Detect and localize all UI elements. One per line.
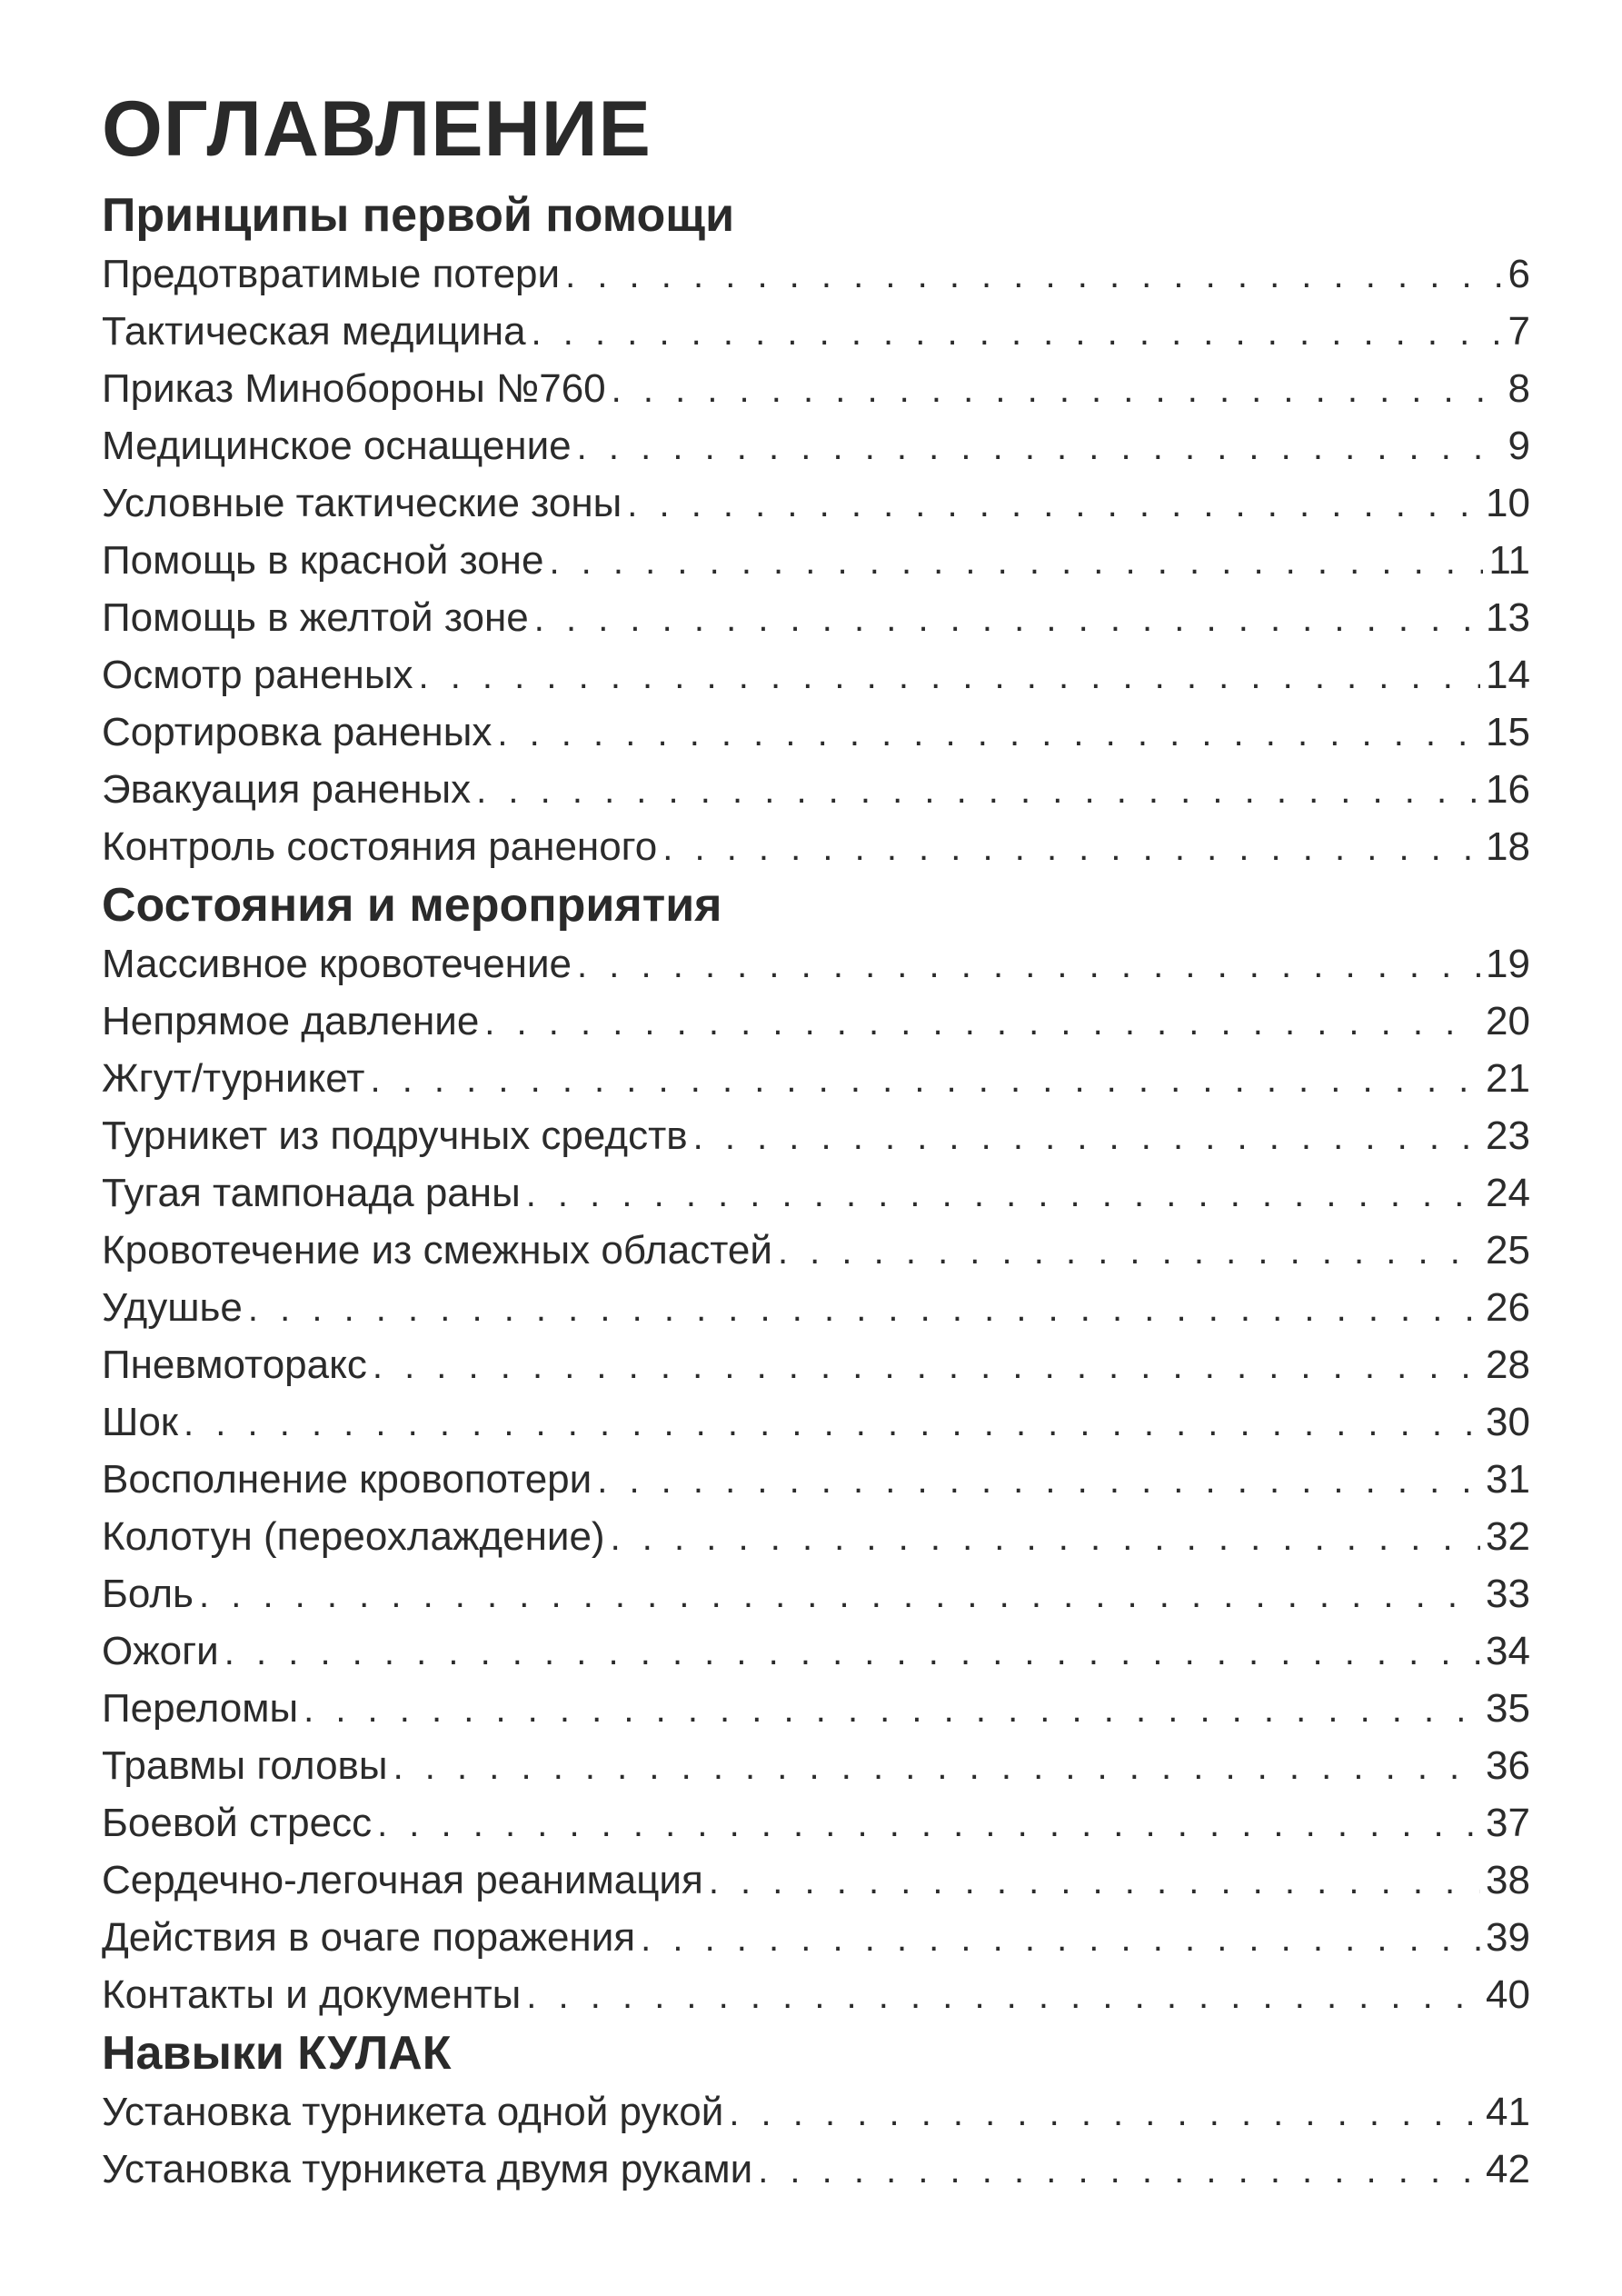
toc-entry[interactable] [102, 474, 1530, 532]
toc-entry[interactable] [102, 1966, 1530, 2023]
dot-leader [199, 1567, 1480, 1624]
dot-leader [304, 1682, 1480, 1739]
toc-entry-page-number: 18 [1486, 824, 1530, 869]
toc-entry-page-number: 10 [1486, 481, 1530, 525]
dot-leader [549, 534, 1483, 591]
toc-entry-page-number: 16 [1486, 767, 1530, 812]
toc-entry-page-number: 14 [1486, 653, 1530, 697]
dot-leader [693, 1109, 1480, 1166]
dot-leader [377, 1796, 1480, 1853]
toc-entry-page-number: 34 [1486, 1629, 1530, 1673]
toc-entry[interactable] [102, 646, 1530, 704]
toc-entry[interactable] [102, 1164, 1530, 1222]
toc-entry-label: Условные тактические зоны [102, 481, 622, 525]
dot-leader [611, 1510, 1480, 1567]
toc-entry-label: Непрямое давление [102, 999, 480, 1043]
toc-entry-label: Ожоги [102, 1629, 219, 1673]
toc-entry-page-number: 6 [1508, 252, 1530, 296]
table-of-contents [102, 77, 1530, 2198]
toc-entry-page-number: 41 [1486, 2090, 1530, 2134]
toc-entry-page-number: 15 [1486, 710, 1530, 754]
toc-entry-label: Шок [102, 1400, 179, 1444]
toc-entry[interactable] [102, 303, 1530, 360]
toc-entry[interactable] [102, 1050, 1530, 1107]
dot-leader [248, 1281, 1480, 1338]
dot-leader [597, 1452, 1480, 1510]
toc-entry[interactable] [102, 1393, 1530, 1451]
toc-entry[interactable] [102, 2141, 1530, 2198]
toc-entry-label: Переломы [102, 1686, 299, 1731]
toc-entry-label: Установка турникета двумя руками [102, 2147, 753, 2191]
dot-leader [662, 820, 1480, 877]
toc-entry-page-number: 36 [1486, 1743, 1530, 1788]
toc-entry-label: Жгут/турникет [102, 1056, 365, 1101]
toc-entry[interactable] [102, 1107, 1530, 1164]
dot-leader [484, 994, 1480, 1052]
toc-entry-label: Контроль состояния раненого [102, 824, 658, 869]
toc-entry-page-number: 20 [1486, 999, 1530, 1043]
toc-entry[interactable] [102, 818, 1530, 875]
dot-leader [577, 419, 1503, 476]
dot-leader [709, 1853, 1480, 1911]
section-heading: Навыки КУЛАК [102, 2027, 452, 2080]
toc-entry-label: Восполнение кровопотери [102, 1457, 592, 1502]
toc-entry-label: Колотун (переохлаждение) [102, 1514, 605, 1559]
toc-body [102, 185, 1530, 2198]
dot-leader [627, 476, 1480, 534]
dot-leader [370, 1052, 1480, 1109]
dot-leader [612, 362, 1503, 419]
toc-entry[interactable] [102, 1852, 1530, 1909]
section-heading: Принципы первой помощи [102, 189, 735, 242]
toc-entry-label: Действия в очаге поражения [102, 1915, 636, 1960]
dot-leader [224, 1624, 1480, 1682]
toc-entry-page-number: 19 [1486, 942, 1530, 986]
toc-entry[interactable] [102, 1279, 1530, 1336]
toc-entry-page-number: 13 [1486, 595, 1530, 640]
dot-leader [393, 1739, 1480, 1796]
toc-entry-label: Установка турникета одной рукой [102, 2090, 724, 2134]
toc-entry-page-number: 8 [1508, 366, 1530, 411]
dot-leader [641, 1911, 1480, 1968]
toc-entry-label: Контакты и документы [102, 1972, 522, 2017]
dot-leader [526, 1166, 1480, 1223]
toc-entry-page-number: 33 [1486, 1572, 1530, 1616]
section-heading: Состояния и мероприятия [102, 879, 722, 932]
toc-entry-page-number: 9 [1508, 424, 1530, 468]
toc-entry-label: Удушье [102, 1285, 243, 1330]
toc-entry-label: Тактическая медицина [102, 309, 526, 354]
toc-entry-label: Помощь в красной зоне [102, 538, 544, 583]
toc-entry-page-number: 42 [1486, 2147, 1530, 2191]
toc-entry-label: Пневмоторакс [102, 1343, 367, 1387]
toc-entry[interactable] [102, 1222, 1530, 1279]
toc-entry-page-number: 32 [1486, 1514, 1530, 1559]
toc-entry-label: Эвакуация раненых [102, 767, 472, 812]
toc-entry-label: Турникет из подручных средств [102, 1113, 688, 1158]
toc-entry[interactable] [102, 1794, 1530, 1852]
toc-entry-label: Травмы головы [102, 1743, 388, 1788]
dot-leader [532, 304, 1503, 362]
dot-leader [778, 1223, 1480, 1281]
toc-entry-page-number: 21 [1486, 1056, 1530, 1101]
toc-entry-page-number: 24 [1486, 1171, 1530, 1215]
toc-entry-page-number: 31 [1486, 1457, 1530, 1502]
toc-entry-label: Приказ Минобороны №760 [102, 366, 606, 411]
dot-leader [577, 937, 1480, 994]
toc-entry[interactable] [102, 589, 1530, 646]
toc-entry[interactable] [102, 993, 1530, 1050]
toc-entry[interactable] [102, 761, 1530, 818]
toc-entry-label: Боль [102, 1572, 194, 1616]
toc-entry-page-number: 25 [1486, 1228, 1530, 1273]
toc-entry[interactable] [102, 2083, 1530, 2141]
toc-entry-page-number: 35 [1486, 1686, 1530, 1731]
toc-entry[interactable] [102, 1909, 1530, 1966]
toc-entry-page-number: 11 [1488, 538, 1530, 583]
toc-entry[interactable] [102, 1565, 1530, 1622]
toc-entry-page-number: 39 [1486, 1915, 1530, 1960]
toc-entry[interactable] [102, 360, 1530, 417]
toc-entry[interactable] [102, 532, 1530, 589]
toc-entry[interactable] [102, 1336, 1530, 1393]
dot-leader [497, 705, 1480, 763]
dot-leader [729, 2085, 1480, 2142]
toc-entry[interactable] [102, 1622, 1530, 1680]
toc-entry[interactable] [102, 1680, 1530, 1737]
toc-entry-label: Боевой стресс [102, 1801, 373, 1845]
dot-leader [534, 591, 1480, 648]
toc-entry[interactable] [102, 704, 1530, 761]
dot-leader [565, 247, 1502, 304]
toc-entry-page-number: 26 [1486, 1285, 1530, 1330]
dot-leader [758, 2142, 1480, 2200]
toc-entry[interactable] [102, 1508, 1530, 1565]
toc-entry-label: Кровотечение из смежных областей [102, 1228, 772, 1273]
page-title: ОГЛАВЛЕНИЕ [102, 85, 652, 173]
toc-entry[interactable] [102, 1451, 1530, 1508]
toc-entry-label: Тугая тампонада раны [102, 1171, 521, 1215]
toc-entry[interactable] [102, 245, 1530, 303]
toc-entry[interactable] [102, 935, 1530, 993]
toc-entry-page-number: 38 [1486, 1858, 1530, 1902]
toc-entry-label: Помощь в желтой зоне [102, 595, 529, 640]
toc-entry-label: Сортировка раненых [102, 710, 493, 754]
toc-entry-page-number: 7 [1508, 309, 1530, 354]
toc-entry-page-number: 30 [1486, 1400, 1530, 1444]
toc-entry-page-number: 23 [1486, 1113, 1530, 1158]
toc-entry-label: Сердечно-легочная реанимация [102, 1858, 703, 1902]
toc-entry-page-number: 28 [1486, 1343, 1530, 1387]
toc-entry-page-number: 37 [1486, 1801, 1530, 1845]
toc-entry-label: Осмотр раненых [102, 653, 413, 697]
dot-leader [526, 1968, 1480, 2025]
dot-leader [476, 763, 1480, 820]
toc-entry-label: Массивное кровотечение [102, 942, 572, 986]
toc-entry-label: Медицинское оснащение [102, 424, 572, 468]
toc-entry[interactable] [102, 417, 1530, 474]
toc-entry[interactable] [102, 1737, 1530, 1794]
dot-leader [418, 648, 1480, 705]
dot-leader [184, 1395, 1480, 1452]
dot-leader [373, 1338, 1480, 1395]
toc-entry-label: Предотвратимые потери [102, 252, 561, 296]
toc-entry-page-number: 40 [1486, 1972, 1530, 2017]
